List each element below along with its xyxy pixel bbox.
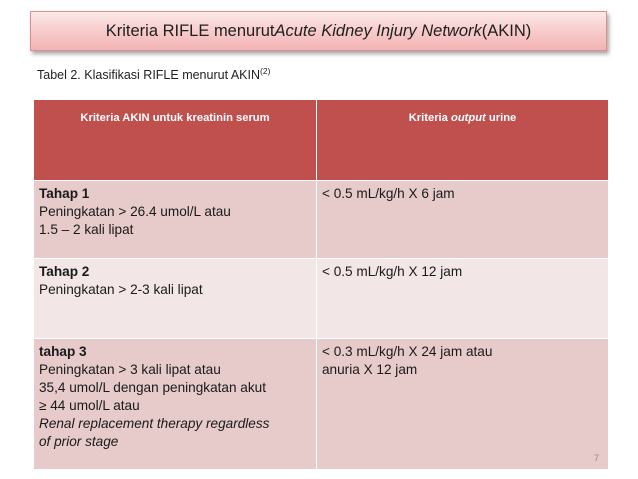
stage-label: tahap 3	[39, 344, 87, 359]
creatinine-criterion-rrt: Renal replacement therapy regardless	[39, 416, 270, 431]
urine-criterion: < 0.3 mL/kg/h X 24 jam atau	[322, 344, 493, 359]
creatinine-criterion: Peningkatan > 2-3 kali lipat	[39, 282, 203, 297]
urine-cell-stage-2	[317, 259, 609, 339]
urine-criterion: anuria X 12 jam	[322, 362, 418, 377]
stage-label: Tahap 2	[39, 264, 90, 279]
header-urine-italic: output	[451, 112, 486, 124]
stage-label: Tahap 1	[39, 186, 90, 201]
urine-cell-stage-1	[317, 181, 609, 259]
creatinine-cell-stage-2	[34, 259, 317, 339]
creatinine-criterion: Peningkatan > 26.4 umol/L atau	[39, 204, 231, 219]
table-header-row	[34, 100, 609, 181]
creatinine-criterion: Peningkatan > 3 kali lipat atau	[39, 362, 221, 377]
creatinine-criterion: ≥ 44 umol/L atau	[39, 398, 140, 413]
urine-cell-stage-3	[317, 339, 609, 470]
creatinine-criterion: 1.5 – 2 kali lipat	[39, 222, 134, 237]
title-suffix: (AKIN)	[481, 21, 532, 40]
page-number: 7	[594, 453, 600, 463]
creatinine-criterion-rrt: of prior stage	[39, 434, 119, 449]
akin-criteria-table	[33, 99, 609, 470]
title-prefix: Kriteria RIFLE menurut	[105, 21, 275, 40]
table-row	[34, 259, 609, 339]
table-caption	[37, 66, 270, 82]
urine-criterion: < 0.5 mL/kg/h X 6 jam	[322, 186, 455, 201]
header-urine-output	[317, 100, 609, 181]
caption-text: Tabel 2. Klasifikasi RIFLE menurut AKIN	[37, 68, 261, 82]
creatinine-cell-stage-3	[34, 339, 317, 470]
header-creatinine: Kriteria AKIN untuk kreatinin serum	[34, 100, 317, 181]
creatinine-criterion: 35,4 umol/L dengan peningkatan akut	[39, 380, 266, 395]
header-urine-suffix: urine	[485, 112, 517, 124]
caption-citation: (2)	[260, 66, 271, 76]
creatinine-cell-stage-1	[34, 181, 317, 259]
urine-criterion: < 0.5 mL/kg/h X 12 jam	[322, 264, 463, 279]
header-urine-prefix: Kriteria	[408, 112, 451, 124]
title-italic: Acute Kidney Injury Network	[274, 21, 482, 40]
table-row	[34, 181, 609, 259]
table-row	[34, 339, 609, 470]
slide-title	[30, 11, 607, 51]
